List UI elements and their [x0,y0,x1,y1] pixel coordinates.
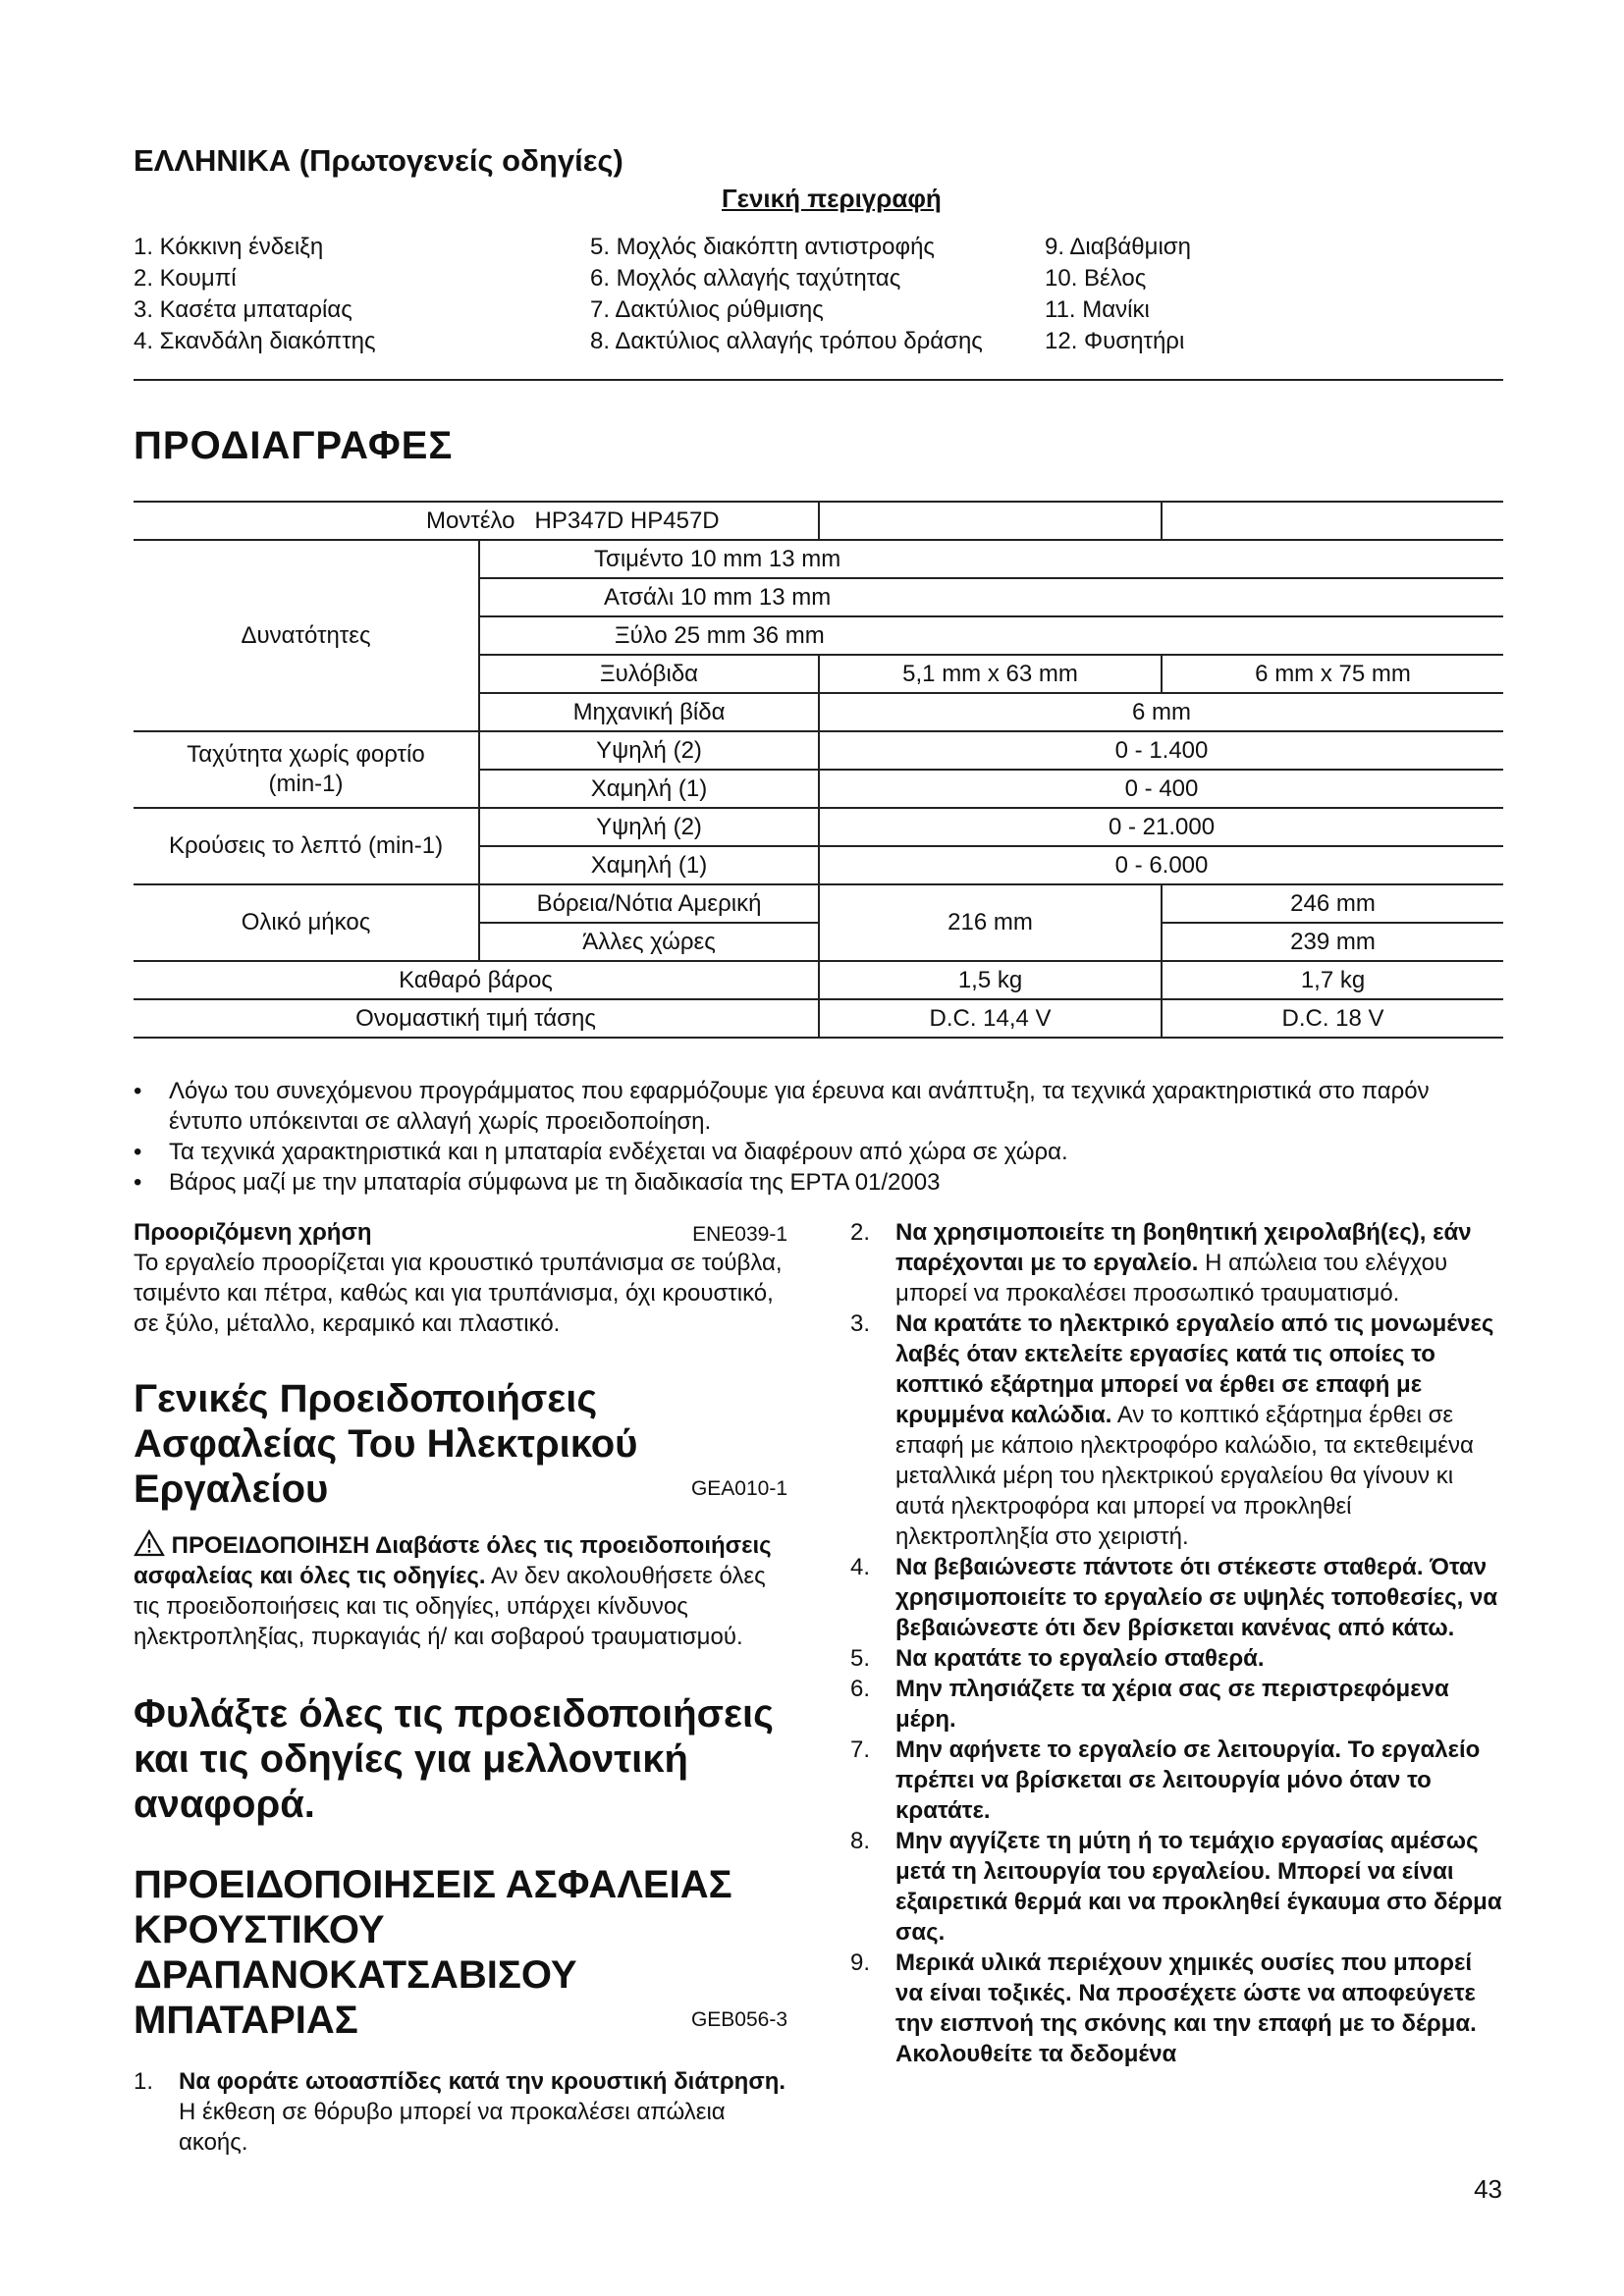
parts-list-col1 [134,232,376,357]
item-bold-text: Να κρατάτε το ηλεκτρικό εργαλείο από τις μονωμένες λαβές όταν εκτελείτε εργασίες κατά τις οποίες το κοπτικό εξάρτημα μπορεί να έρθει σε επαφή με κρυμμένα καλώδια. [895,1310,1494,1428]
voltage-457: D.C. 18 V [1162,999,1503,1038]
safety-item-6 [850,1674,1504,1735]
low-label: Χαμηλή (1) [479,846,819,884]
wood-screw-347: 5,1 mm x 63 mm [819,655,1162,693]
length-457-na: 246 mm [1162,884,1503,923]
battery-warnings-block [134,1862,787,2043]
language-title: ΕΛΛΗΝΙΚΑ (Πρωτογενείς οδηγίες) [134,143,623,178]
battery-warnings-heading: ΠΡΟΕΙΔΟΠΟΙΗΣΕΙΣ ΑΣΦΑΛΕΙΑΣ ΚΡΟΥΣΤΙΚΟΥ ΔΡΑΠΑΝΟΚΑΤΣΑΒΙΣΟΥ ΜΠΑΤΑΡΙΑΣ [134,1863,732,2042]
intended-use-text: Το εργαλείο προορίζεται για κρουστικό τρυπάνισμα σε τούβλα, τσιμέντο και πέτρα, καθώς και για τρυπάνισμα, όχι κρουστικό, σε ξύλο, μέταλλο, κεραμικό και πλαστικό. [134,1250,783,1337]
part-item: 4. Σκανδάλη διακόπτης [134,328,376,354]
general-warnings-code: GEA010-1 [690,1477,787,1500]
part-item: 3. Κασέτα μπαταρίας [134,296,352,323]
no-load-speed-unit: (min-1) [268,771,344,797]
item-number: 3. [850,1310,871,1337]
item-bold-text: Να βεβαιώνεστε πάντοτε ότι στέκεστε σταθερά. Όταν χρησιμοποιείτε το εργαλείο σε υψηλές τοποθεσίες, να βεβαιώνεστε ότι δεν βρίσκεται κανένας από κάτω. [895,1554,1498,1641]
spec-row-length-na [134,884,1503,923]
item-bold-text: Να φοράτε ωτοασπίδες κατά την κρουστική διάτρηση. [179,2068,786,2095]
part-item: 2. Κουμπί [134,265,237,292]
part-item: 12. Φυσητήρι [1045,328,1185,354]
keep-instructions-heading: Φυλάξτε όλες τις προειδοποιήσεις και τις οδηγίες για μελλοντική αναφορά. [134,1692,774,1826]
other-countries-label: Άλλες χώρες [479,923,819,961]
item-number: 8. [850,1828,871,1854]
item-bold-text: Μερικά υλικά περιέχουν χημικές ουσίες που μπορεί να είναι τοξικές. Να προσέχετε ώστε να αποφεύγετε την εισπνοή της σκόνης και την επαφή με το δέρμα. Ακολουθείτε τα δεδομένα [895,1949,1477,2067]
net-weight-457: 1,7 kg [1162,961,1503,999]
general-description-title: Γενική περιγραφή [722,184,942,213]
blows-high-value: 0 - 21.000 [819,808,1503,846]
spec-row-weight [134,961,1503,999]
speed-low-value: 0 - 400 [819,770,1503,808]
part-item: 8. Δακτύλιος αλλαγής τρόπου δράσης [590,328,983,354]
item-bold-text: Μην αφήνετε το εργαλείο σε λειτουργία. Το εργαλείο πρέπει να βρίσκεται σε λειτουργία μόνο όταν το κρατάτε. [895,1736,1481,1824]
no-load-speed-text: Ταχύτητα χωρίς φορτίο [187,741,425,768]
spec-row-concrete [134,540,1503,578]
wood-capacity: Ξύλο 25 mm 36 mm [479,616,1503,655]
note-item: • Τα τεχνικά χαρακτηριστικά και η μπαταρία ενδέχεται να διαφέρουν από χώρα σε χώρα. [134,1137,1508,1167]
safety-item-9 [850,1948,1504,2069]
section-divider [134,379,1503,381]
machine-screw-label: Μηχανική βίδα [479,693,819,731]
item-number: 1. [134,2068,154,2095]
right-column [850,1217,1504,2069]
no-load-speed-label [134,731,479,808]
item-number: 4. [850,1554,871,1580]
part-item: 9. Διαβάθμιση [1045,234,1191,260]
safety-item-8 [850,1826,1504,1948]
item-text: Η έκθεση σε θόρυβο μπορεί να προκαλέσει απώλεια ακοής. [179,2099,726,2156]
safety-item-2 [850,1217,1504,1308]
overall-length-label: Ολικό μήκος [134,884,479,961]
net-weight-label: Καθαρό βάρος [134,961,819,999]
intended-use-heading: Προοριζόμενη χρήση [134,1219,372,1246]
general-warnings-heading: Γενικές Προειδοποιήσεις Ασφαλείας Του Ηλεκτρικού Εργαλείου [134,1377,638,1511]
safety-item-3 [850,1308,1504,1552]
item-text: Αν το κοπτικό εξάρτημα έρθει σε επαφή με κάποιο ηλεκτροφόρο καλώδιο, τα εκτεθειμένα μεταλλικά μέρη του ηλεκτρικού εργαλείου θα γίνουν κι αυτά ηλεκτροφόρα και μπορεί να προκληθεί ηλεκτροπληξία στο χειριστή. [895,1402,1474,1550]
part-item: 5. Μοχλός διακόπτη αντιστροφής [590,234,935,260]
note-item: • Λόγω του συνεχόμενου προγράμματος που εφαρμόζουμε για έρευνα και ανάπτυξη, τα τεχνικά χαρακτηριστικά στο παρόν έντυπο υπόκεινται σε αλλαγή χωρίς προειδοποίηση. [134,1076,1508,1137]
length-347: 216 mm [819,884,1162,961]
low-label: Χαμηλή (1) [479,770,819,808]
intended-use-code: ENE039-1 [692,1223,787,1246]
safety-item-1 [134,2066,787,2158]
page-number: 43 [1474,2174,1502,2204]
item-number: 2. [850,1219,871,1246]
warning-triangle-icon [134,1529,165,1557]
item-bold-text: Μην πλησιάζετε τα χέρια σας σε περιστρεφόμενα μέρη. [895,1676,1449,1733]
part-item: 1. Κόκκινη ένδειξη [134,234,324,260]
safety-item-4 [850,1552,1504,1643]
blows-low-value: 0 - 6.000 [819,846,1503,884]
capacities-label: Δυνατότητες [134,540,479,731]
blows-label: Κρούσεις το λεπτό (min-1) [134,808,479,884]
intended-use-header [134,1217,787,1248]
spec-notes [134,1076,1508,1198]
concrete-capacity: Τσιμέντο 10 mm 13 mm [479,540,1503,578]
high-label: Υψηλή (2) [479,731,819,770]
item-text: Η απώλεια του ελέγχου μπορεί να προκαλέσει προσωπικό τραυματισμό. [895,1250,1448,1307]
voltage-347: D.C. 14,4 V [819,999,1162,1038]
part-item: 7. Δακτύλιος ρύθμισης [590,296,824,323]
empty-cell [1162,502,1503,540]
warning-bold-text: ΠΡΟΕΙΔΟΠΟΙΗΣΗ Διαβάστε όλες τις προειδοποιήσεις ασφαλείας και όλες τις οδηγίες. [134,1532,772,1589]
machine-screw-value: 6 mm [819,693,1503,731]
specifications-table [134,501,1503,1039]
parts-list-col3 [1045,232,1191,357]
safety-item-5 [850,1643,1504,1674]
note-item: • Βάρος μαζί με την μπαταρία σύμφωνα με τη διαδικασία της EPTA 01/2003 [134,1167,1508,1198]
spec-row-model [134,502,1503,540]
spec-row-blows-high [134,808,1503,846]
part-item: 11. Μανίκι [1045,296,1150,323]
rated-voltage-label: Ονομαστική τιμή τάσης [134,999,819,1038]
item-bold-text: Να χρησιμοποιείτε τη βοηθητική χειρολαβή(ες), εάν παρέχονται με το εργαλείο. [895,1219,1472,1276]
item-number: 5. [850,1645,871,1672]
north-south-america-label: Βόρεια/Νότια Αμερική [479,884,819,923]
spec-row-speed-high [134,731,1503,770]
item-bold-text: Να κρατάτε το εργαλείο σταθερά. [895,1645,1265,1672]
model-values: HP347D HP457D [534,507,720,534]
model-cell [134,502,819,540]
spec-row-voltage [134,999,1503,1038]
parts-list-col2 [590,232,983,357]
steel-capacity: Ατσάλι 10 mm 13 mm [479,578,1503,616]
general-warning-paragraph [134,1529,787,1652]
item-number: 6. [850,1676,871,1702]
general-warnings-block [134,1376,787,1512]
part-item: 6. Μοχλός αλλαγής ταχύτητας [590,265,901,292]
empty-cell [819,502,1162,540]
speed-high-value: 0 - 1.400 [819,731,1503,770]
part-item: 10. Βέλος [1045,265,1147,292]
length-457-other: 239 mm [1162,923,1503,961]
safety-item-7 [850,1735,1504,1826]
net-weight-347: 1,5 kg [819,961,1162,999]
wood-screw-label: Ξυλόβιδα [479,655,819,693]
item-bold-text: Μην αγγίζετε τη μύτη ή το τεμάχιο εργασίας αμέσως μετά τη λειτουργία του εργαλείου. Μπορεί να είναι εξαιρετικά θερμά και να προκληθεί έγκαυμα στο δέρμα σας. [895,1828,1502,1946]
warning-text: Αν δεν ακολουθήσετε όλες τις προειδοποιήσεις και τις οδηγίες, υπάρχει κίνδυνος ηλεκτροπληξίας, πυρκαγιάς ή/ και σοβαρού τραυματισμού. [134,1563,766,1650]
battery-warnings-code: GEB056-3 [690,2008,787,2031]
high-label: Υψηλή (2) [479,808,819,846]
item-number: 9. [850,1949,871,1976]
model-label: Μοντέλο [426,507,515,534]
wood-screw-457: 6 mm x 75 mm [1162,655,1503,693]
specifications-title: ΠΡΟΔΙΑΓΡΑΦΕΣ [134,424,454,467]
left-column [134,1217,787,2158]
item-number: 7. [850,1736,871,1763]
